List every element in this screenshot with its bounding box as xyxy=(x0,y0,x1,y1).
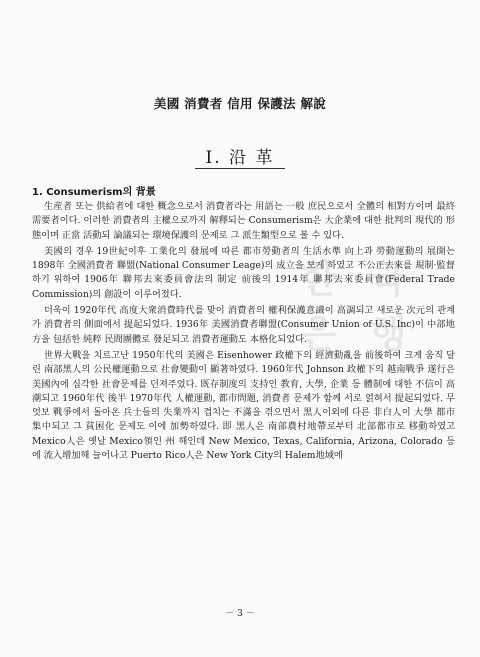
section-heading-underline xyxy=(195,168,285,169)
section-heading: I. 沿 革 xyxy=(205,148,275,168)
watermark: 한 국 은 행 xyxy=(300,257,417,356)
body-text xyxy=(32,200,455,465)
document-title: 美國 消費者 信用 保護法 解說 xyxy=(153,96,327,111)
paragraph: 世界大戰을 치르고난 1950年代의 美國은 Eisenhower 政權下의 經濟動亂을 前後하여 크게 움직 달린 南部黑人의 公民權運動으로 社會變動이 顯著하였다. 1960年代 Johnson 政權下의 越南戰爭 遂行은 美國內에 심각한 社會문제를 던져주었다. 既存制度의 支持인 教育, 大學, 企業 등 體制에 대한 不信이 高潮되고 1960年代 後半 1970年代 人權運動, 都市問題, 消費者 문제가 함께 서로 얽혀서 提起되었다. 무엇보 戰爭에서 돌아온 兵士들의 失業까지 겹치는 不滿을 겪으면서 黑人이외에 다른 非白人이 大學 都市 集中되고 그 貧困化 문제도 이에 加勢하였다. 即 黑人은 南部農村地帶로부터 北部都市로 移動하였고 Mexico人은 옛날 Mexico領인 州 해인데 New Mexico, Texas, California, Arizona, Colorado 등에 流入增加해 늘어나고 Puerto Rico人은 New York City의 Halem地域에 xyxy=(32,349,455,462)
page-number: － 3 － xyxy=(225,609,255,619)
subsection-heading: 1. Consumerism의 背景 xyxy=(32,187,156,198)
paragraph: 生産者 또는 供給者에 대한 概念으로서 消費者라는 用語는 一般 庶民으로서 全體의 相對方이며 最終需要者이다. 이러한 消費者의 主權으로까지 解釋되는 Consumerism은 大企業에 대한 批判의 現代的 形態이며 正當 活動되 論議되는 環境保護의 문제로 그 派生類型으로 볼 수 있다. xyxy=(32,201,455,241)
paragraph: 美國의 경우 19世紀이후 工業化의 發展에 따른 都市勞動者의 生活水準 向上과 勞動運動의 展開는 1898年 全國消費者 聯盟(National Consumer Leage)의 成立을 보게 하였고 不公正去來를 規制·監督하기 위하여 1906年 聯邦去來委員會法의 制定 前後의 1914年 聯邦去來委員會(Federal Trade Commission)의 創設이 이루어졌다. xyxy=(32,245,455,300)
paragraph: 더욱이 1920年代 高度大衆消費時代를 맞이 消費者의 權利保護意識이 高調되고 새로운 次元의 관계가 消費者의 側面에서 提起되었다. 1936年 美國消費者聯盟(Consumer Union of U.S. Inc)이 中部地方을 包括한 純粹 民間團體로 發足되고 消費者運動도 本格化되었다. xyxy=(32,305,455,345)
